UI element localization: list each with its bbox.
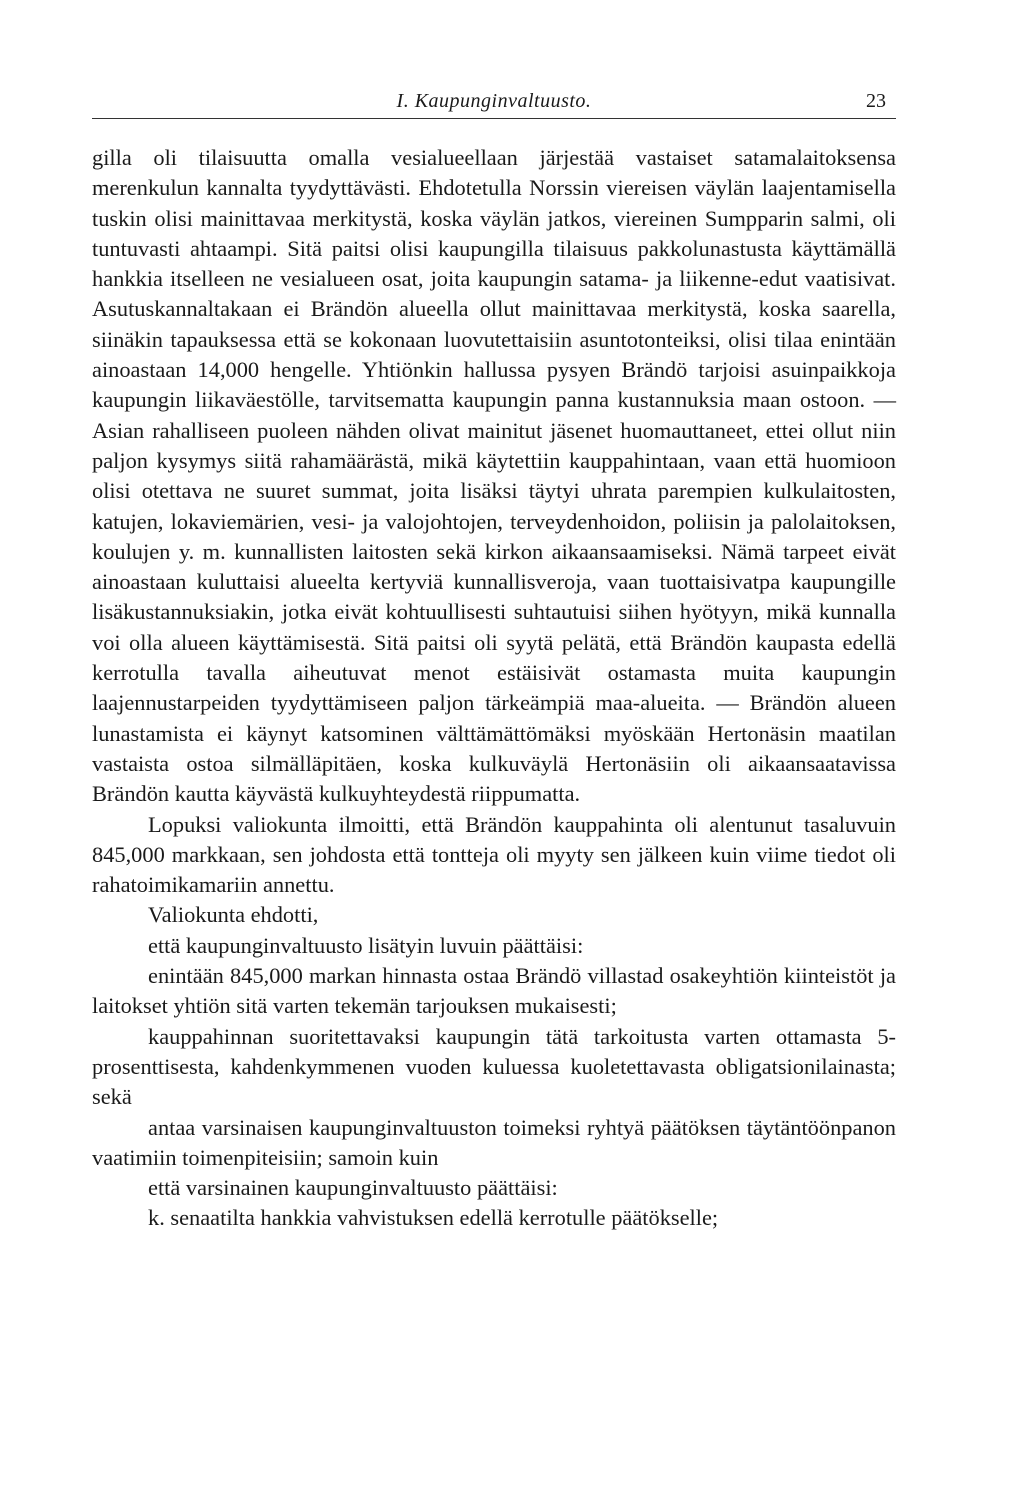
page-number: 23 <box>866 90 886 112</box>
paragraph-main: gilla oli tilaisuutta omalla vesialueellaan järjestää vastaiset satamalaitoksensa merenkulun kannalta tyydyttävästi. Ehdotetulla Norssin viereisen väylän laajentamisella tuskin olisi mainittavaa merkitystä, koska väylän jatkos, viereinen Sumpparin salmi, oli tuntuvasti ahtaampi. Sitä paitsi olisi kaupungilla tilaisuus pakkolunastusta käyttämällä hankkia itselleen ne vesialueen osat, joita kaupungin satama- ja liikenne-edut vaatisivat. Asutuskannaltakaan ei Brändön alueella ollut mainittavaa merkitystä, koska saarella, siinäkin tapauksessa että se kokonaan luovutettaisiin asuntotonteiksi, olisi tilaa enintään ainoastaan 14,000 hengelle. Yhtiönkin hallussa pysyen Brändö tarjoisi asuinpaikkoja kaupungin liikaväestölle, tarvitsematta kaupungin panna kustannuksia maan ostoon. — Asian rahalliseen puoleen nähden olivat mainitut jäsenet huomauttaneet, ettei ollut niin paljon kysymys siitä rahamäärästä, mikä käytettiin kauppahintaan, vaan että huomioon olisi otettava ne suuret summat, joita lisäksi täytyi uhrata parempien kulkulaitosten, katujen, lokaviemärien, vesi- ja valojohtojen, terveydenhoidon, poliisin ja palolaitoksen, koulujen y. m. kunnallisten laitosten sekä kirkon aikaansaamiseksi. Nämä tarpeet eivät ainoastaan kuluttaisi alueelta kertyviä kunnallisveroja, vaan tuottaisivatpa kaupungille lisäkustannuksiakin, jotka eivät kohtuullisesti suhtautuisi siihen hyötyyn, mikä kunnalla voi olla alueen käyttämisestä. Sitä paitsi oli syytä pelätä, että Brändön kaupasta edellä kerrotulla tavalla aiheutuvat menot estäisivät ostamasta muita kaupungin laajennustarpeiden tyydyttämiseen paljon tärkeämpiä maa-alueita. — Brändön alueen lunastamista ei käynyt katsominen välttämättömäksi myöskään Hertonäsin maatilan vastaista ostoa silmälläpitäen, koska kulkuväylä Hertonäsiin oli aikaansaatavissa Brändön kautta käyvästä kulkuyhteydestä riippumatta. <box>92 145 896 807</box>
running-title: I. Kaupunginvaltuusto. <box>396 90 592 112</box>
paragraph-resolution-intro: että kaupunginvaltuusto lisätyin luvuin päättäisi: <box>148 932 584 958</box>
resolution-item-purchase: enintään 845,000 markan hinnasta ostaa Brändö villastad osakeyhtiön kiinteistöt ja laitokset yhtiön sitä varten tekemän tarjouksen mukaisesti; <box>92 963 896 1019</box>
resolution-item-confirmation: k. senaatilta hankkia vahvistuksen edellä kerrotulle päätökselle; <box>148 1205 719 1231</box>
paragraph-second-resolution-intro: että varsinainen kaupunginvaltuusto päättäisi: <box>148 1175 558 1201</box>
running-header <box>92 84 896 119</box>
resolution-item-execution: antaa varsinaisen kaupunginvaltuuston toimeksi ryhtyä päätöksen täytäntöönpanon vaatimiin toimenpiteisiin; samoin kuin <box>92 1114 896 1170</box>
body-text <box>92 143 896 1234</box>
paragraph-proposal-intro: Valiokunta ehdotti, <box>148 902 319 928</box>
paragraph-price: Lopuksi valiokunta ilmoitti, että Brändön kauppahinta oli alentunut tasaluvuin 845,000 markkaan, sen johdosta että tontteja oli myyty sen jälkeen kuin viime tiedot oli rahatoimikamariin annettu. <box>92 811 896 898</box>
resolution-item-payment: kauppahinnan suoritettavaksi kaupungin tätä tarkoitusta varten ottamasta 5-prosenttisesta, kahdenkymmenen vuoden kuluessa kuoletettavasta obligatsionilainasta; sekä <box>92 1023 896 1110</box>
document-page <box>92 84 896 1234</box>
